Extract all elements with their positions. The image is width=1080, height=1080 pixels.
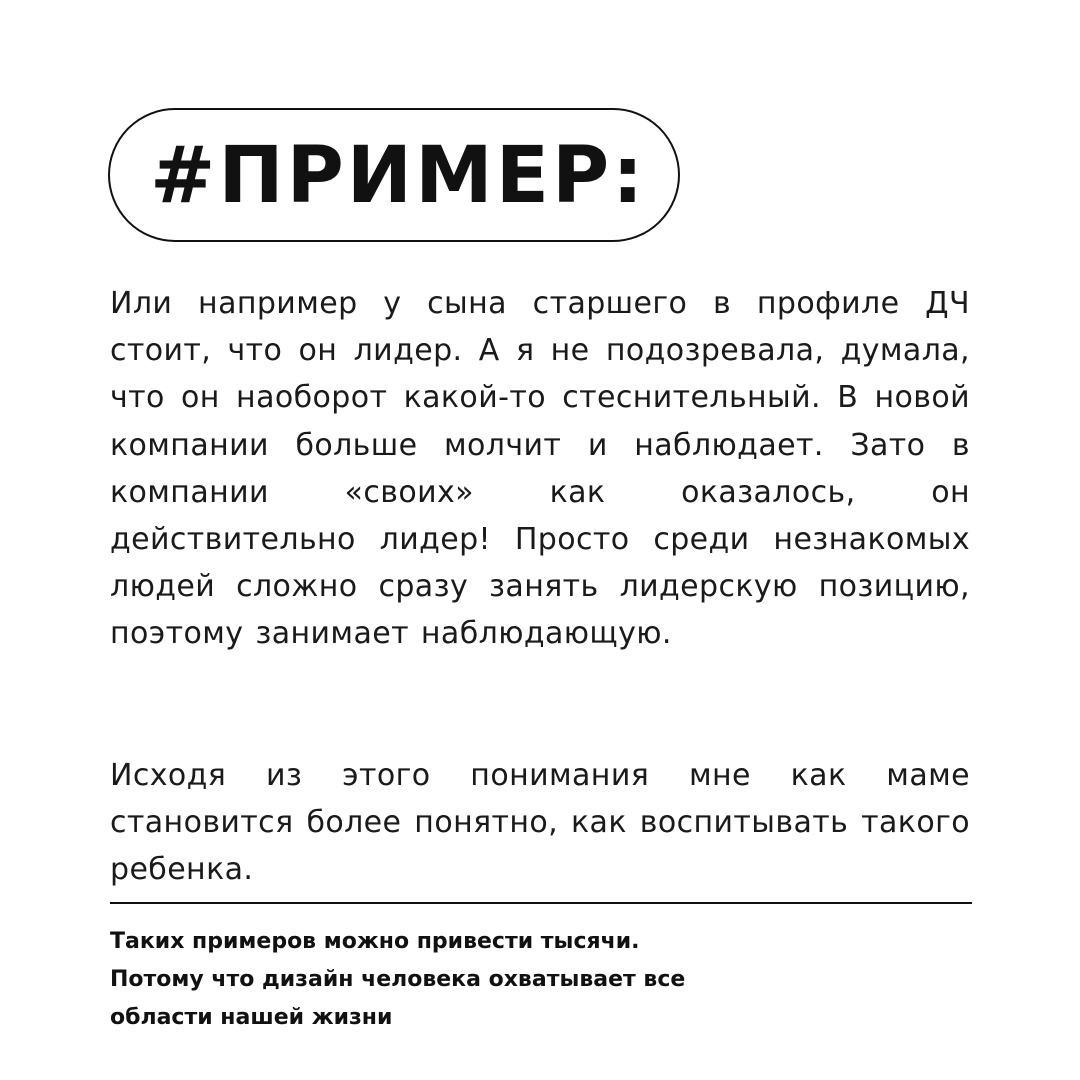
footer-line-3: области нашей жизни xyxy=(110,1005,393,1030)
page-title: #ПРИМЕР: xyxy=(150,131,647,221)
footer-line-1: Таких примеров можно привести тысячи. xyxy=(110,929,640,954)
body-paragraph-2: Исходя из этого понимания мне как маме становится более понятно, как воспитывать такого ребенка. xyxy=(110,758,970,888)
footer-note xyxy=(110,923,970,1037)
title-pill xyxy=(108,108,680,242)
divider xyxy=(110,902,972,904)
footer-line-2: Потому что дизайн человека охватывает все xyxy=(110,967,686,992)
body-paragraph-1: Или например у сына старшего в профиле ДЧ стоит, что он лидер. А я не подозревала, думала, что он наоборот какой-то стеснительный. В новой компании больше молчит и наблюдает. Зато в компании «своих» как оказалось, он действительно лидер! Просто среди незнакомых людей сложно сразу занять лидерскую позицию, поэтому занимает наблюдающую. xyxy=(110,286,970,652)
